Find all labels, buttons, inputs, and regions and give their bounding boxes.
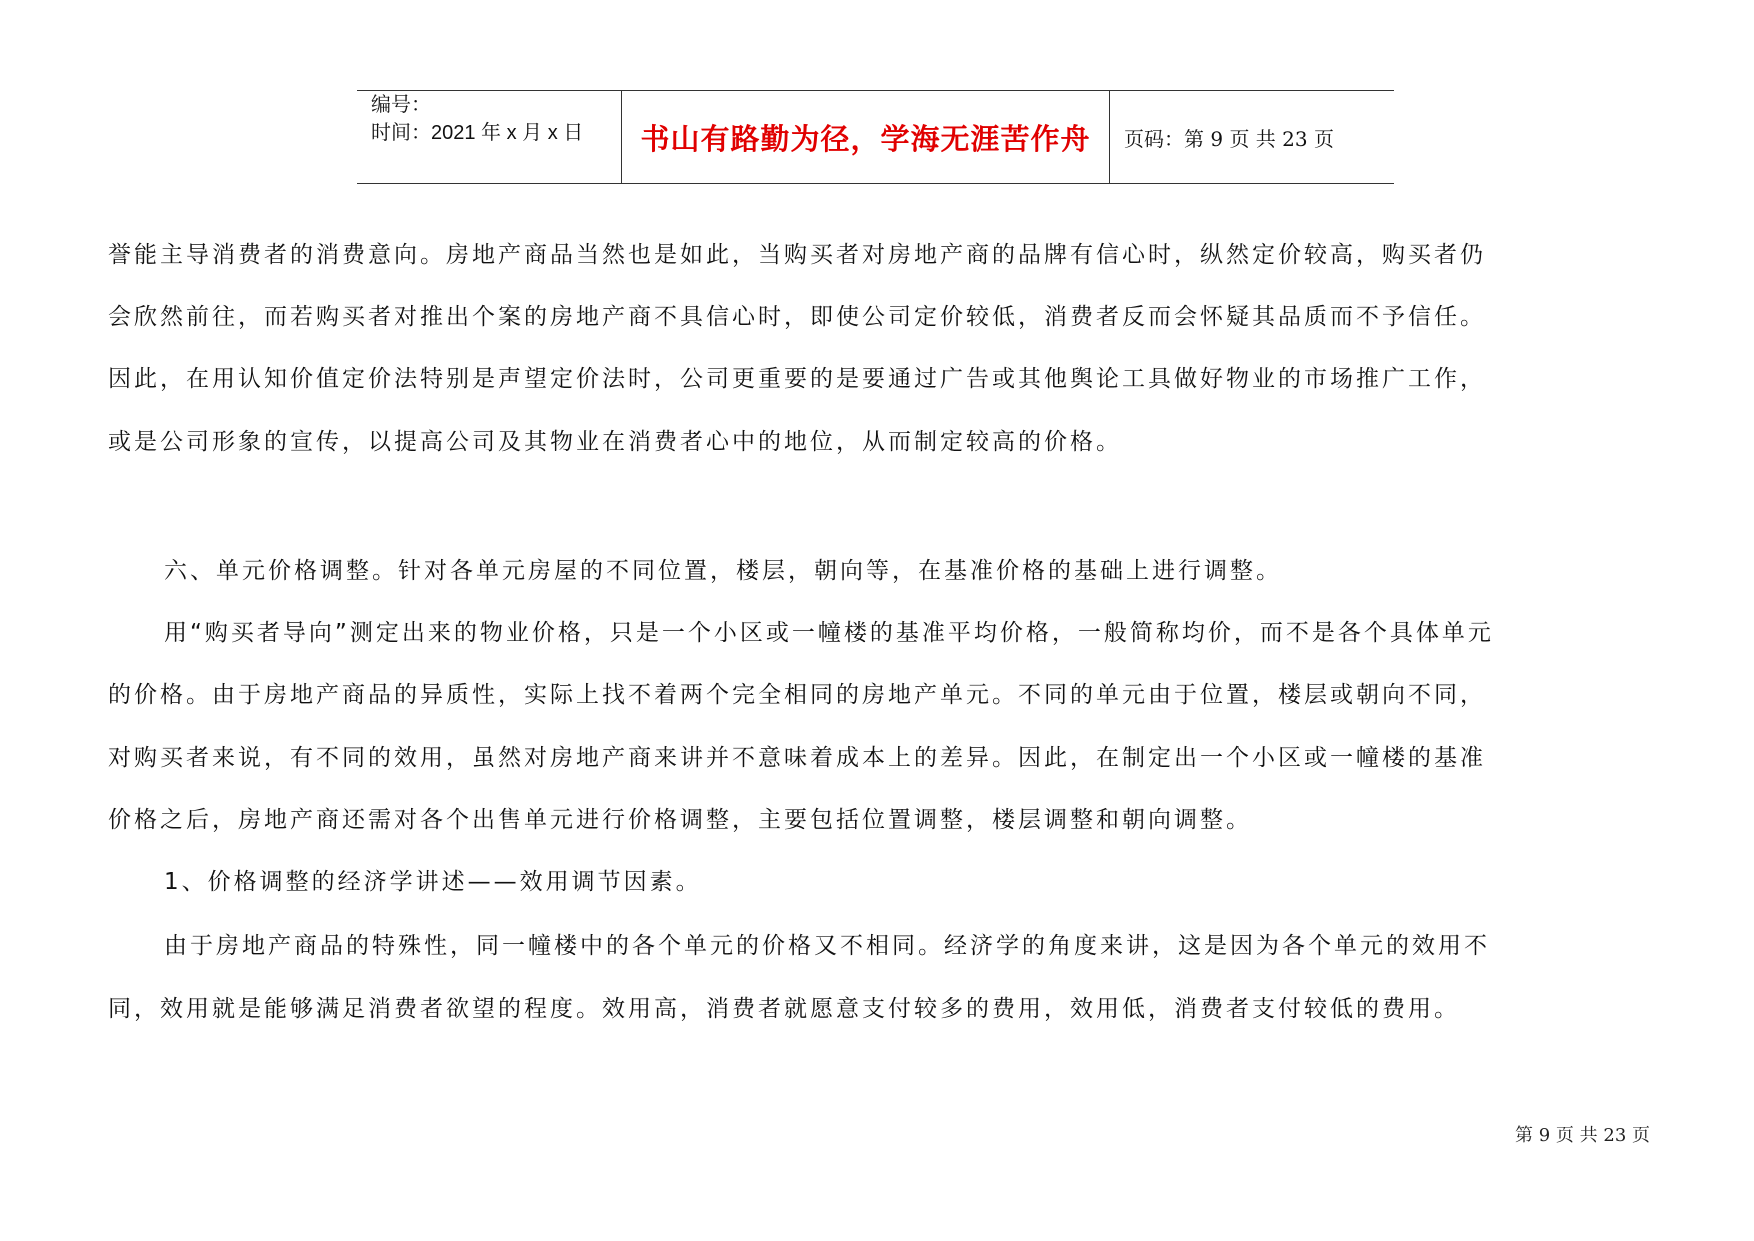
document-number-label: 编号： — [371, 94, 431, 116]
document-date-label: 时间：2021 年 x 月 x 日 — [371, 122, 584, 144]
body-line-3: 因此，在用认知价值定价法特别是声望定价法时，公司更重要的是要通过广告或其他舆论工具做好物业的市场推广工作， — [108, 366, 1486, 392]
body-line-8: 对购买者来说，有不同的效用，虽然对房地产商来讲并不意味着成本上的差异。因此，在制定出一个小区或一幢楼的基准 — [108, 745, 1486, 771]
footer-page-number: 第 9 页 共 23 页 — [1515, 1125, 1650, 1146]
header-meta-cell — [357, 91, 622, 183]
section-heading-six: 六、单元价格调整。针对各单元房屋的不同位置，楼层，朝向等，在基准价格的基础上进行调整。 — [164, 558, 1282, 584]
header-motto-cell — [622, 91, 1110, 183]
header-page-info: 页码：第 9 页 共 23 页 — [1124, 126, 1334, 151]
body-line-4: 或是公司形象的宣传，以提高公司及其物业在消费者心中的地位，从而制定较高的价格。 — [108, 429, 1122, 455]
body-line-1: 誉能主导消费者的消费意向。房地产商品当然也是如此，当购买者对房地产商的品牌有信心时，纵然定价较高，购买者仍 — [108, 242, 1486, 268]
subheading-one: 1、价格调整的经济学讲述——效用调节因素。 — [164, 869, 702, 895]
body-line-9: 价格之后，房地产商还需对各个出售单元进行价格调整，主要包括位置调整，楼层调整和朝向调整。 — [108, 807, 1252, 833]
header-page-cell — [1110, 91, 1394, 183]
body-line-11: 由于房地产商品的特殊性，同一幢楼中的各个单元的价格又不相同。经济学的角度来讲，这是因为各个单元的效用不 — [164, 933, 1490, 959]
motto-text: 书山有路勤为径，学海无涯苦作舟 — [640, 121, 1091, 156]
header-table — [357, 90, 1394, 184]
body-line-12: 同，效用就是能够满足消费者欲望的程度。效用高，消费者就愿意支付较多的费用，效用低，消费者支付较低的费用。 — [108, 996, 1460, 1022]
body-line-6: 用“购买者导向”测定出来的物业价格，只是一个小区或一幢楼的基准平均价格，一般简称均价，而不是各个具体单元 — [164, 620, 1494, 646]
body-line-7: 的价格。由于房地产商品的异质性，实际上找不着两个完全相同的房地产单元。不同的单元由于位置，楼层或朝向不同， — [108, 682, 1486, 708]
body-line-2: 会欣然前往，而若购买者对推出个案的房地产商不具信心时，即使公司定价较低，消费者反而会怀疑其品质而不予信任。 — [108, 304, 1486, 330]
